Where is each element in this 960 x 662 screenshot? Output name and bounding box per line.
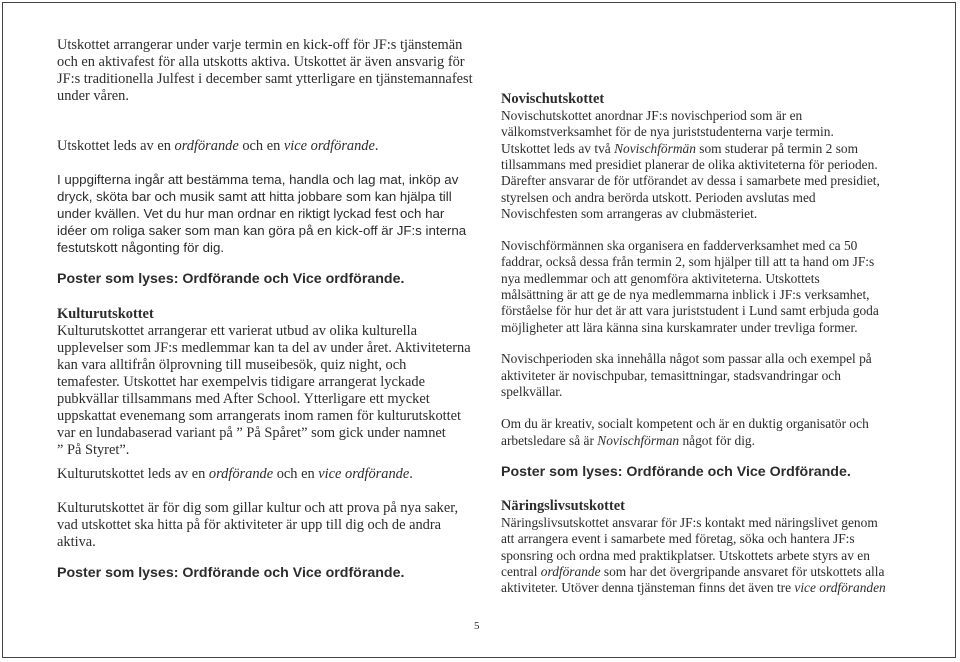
leads-line: Utskottet leds av en ordförande och en vice ordförande. (57, 138, 379, 154)
poster-line: Poster som lyses: Ordförande och Vice ordförande. (57, 271, 405, 287)
section-heading: Näringslivsutskottet (501, 498, 625, 514)
paragraph-line: dryck, sköta bar och musik samt att hitta jobbare som kan hjälpa till (57, 189, 452, 204)
section-heading: Novischutskottet (501, 91, 605, 107)
paragraph-line: Därefter ansvarar de för utförandet av dessa i samarbete med presidiet, (501, 173, 880, 188)
paragraph-line: var en lundabaserad variant på ” På Spåret” som gick under namnet (57, 425, 446, 441)
paragraph-line: Näringslivsutskottet ansvarar för JF:s kontakt med näringslivet genom (501, 515, 878, 530)
paragraph-line: spelkvällar. (501, 384, 563, 399)
paragraph-line: ” På Styret”. (57, 442, 130, 458)
leads-line: Kulturutskottet leds av en ordförande och en vice ordförande. (57, 466, 413, 482)
paragraph-line: Novischfesten som arrangeras av clubmästeriet. (501, 206, 758, 221)
paragraph-line: faddrar, också dessa från termin 2, som hjälper till att ta hand om JF:s (501, 254, 875, 269)
paragraph-line: tillsammans med presidiet planerar de olika aktiviteterna för perioden. (501, 157, 878, 172)
paragraph-line: arbetsledare så är Novischförman något för dig. (501, 433, 755, 448)
paragraph-line: temafester. Utskottet har exempelvis tidigare arrangerat lyckade (57, 374, 426, 390)
paragraph-line: uppskattat evenemang som arrangerats inom ramen för kulturutskottet (57, 408, 462, 424)
paragraph-line: aktiviteter. Utöver denna tjänsteman finns det även tre vice ordföranden (501, 580, 886, 595)
paragraph-line: och en aktivafest för alla utskotts aktiva. Utskottet är även ansvarig för (57, 54, 465, 70)
paragraph-line: kan vara alltifrån ölprovning till museibesök, quiz night, och (57, 357, 407, 373)
paragraph-line: upplevelser som JF:s medlemmar kan ta del av under året. Aktiviteterna (57, 340, 471, 356)
paragraph-line: under kvällen. Vet du hur man ordnar en riktigt lyckad fest och har (57, 206, 445, 221)
paragraph-line: I uppgifterna ingår att bestämma tema, handla och lag mat, inköp av (57, 172, 459, 187)
paragraph-line: aktiviteter är novischpubar, temasittningar, stadsvandringar och (501, 368, 841, 383)
paragraph-line: idéer om roliga saker som man kan göra på en kick-off är JF:s interna (57, 223, 467, 238)
paragraph-line: Utskottet leds av två Novischförmän som studerar på termin 2 som (501, 141, 859, 156)
paragraph-line: under våren. (57, 88, 129, 104)
section-heading: Kulturutskottet (57, 306, 154, 322)
paragraph-line: sponsring och ordna med praktikplatser. Utskottets arbete styrs av en (501, 548, 870, 563)
paragraph-line: pubkvällar tillsammans med After School. Ytterligare ett mycket (57, 391, 430, 407)
paragraph-line: vad utskottet ska hitta på för aktiviteter är upp till dig och de andra (57, 517, 442, 533)
paragraph-line: Om du är kreativ, socialt kompetent och är en duktig organisatör och (501, 416, 869, 431)
paragraph-line: Novischförmännen ska organisera en fadderverksamhet med ca 50 (501, 238, 858, 253)
paragraph-line: välkomstverksamhet för de nya juriststudenterna varje termin. (501, 124, 834, 139)
paragraph-line: att arrangera event i samarbete med företag, söka och hantera JF:s (501, 531, 855, 546)
paragraph-line: Utskottet arrangerar under varje termin en kick-off för JF:s tjänstemän (57, 37, 463, 53)
paragraph-line: målsättning är att ge de nya medlemmarna inblick i JF:s verksamhet, (501, 287, 870, 302)
paragraph-line: Kulturutskottet är för dig som gillar kultur och att prova på nya saker, (57, 500, 459, 516)
paragraph-line: JF:s traditionella Julfest i december samt ytterligare en tjänstemannafest (57, 71, 473, 87)
paragraph-line: styrelsen och andra berörda utskott. Perioden avslutas med (501, 190, 816, 205)
paragraph-line: festutskott någonting för dig. (57, 240, 225, 255)
page-number: 5 (474, 620, 480, 632)
paragraph-line: Novischutskottet anordnar JF:s novischperiod som är en (501, 108, 803, 123)
paragraph-line: förståelse för hur det är att vara juriststudent i Lund samt erbjuda goda (501, 303, 879, 318)
paragraph-line: central ordförande som har det övergripande ansvaret för utskottets alla (501, 564, 885, 579)
paragraph-line: Novischperioden ska innehålla något som passar alla och exempel på (501, 351, 872, 366)
poster-line: Poster som lyses: Ordförande och Vice ordförande. (57, 565, 405, 581)
paragraph-line: Kulturutskottet arrangerar ett varierat utbud av olika kulturella (57, 323, 418, 339)
paragraph-line: nya medlemmar och att genomföra aktiviteterna. Utskottets (501, 271, 820, 286)
paragraph-line: möjligheter att lära känna sina kurskamrater under trevliga former. (501, 320, 858, 335)
paragraph-line: aktiva. (57, 534, 96, 550)
poster-line: Poster som lyses: Ordförande och Vice Ordförande. (501, 464, 851, 480)
